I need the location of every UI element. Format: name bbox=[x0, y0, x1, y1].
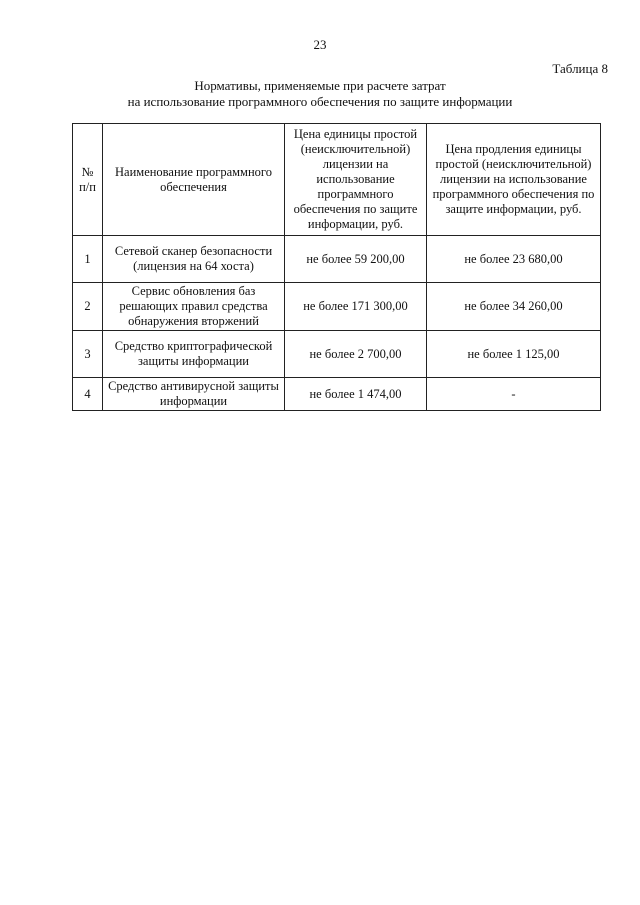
extension-price: не более 23 680,00 bbox=[427, 236, 601, 283]
software-name: Сервис обновления баз решающих правил средства обнаружения вторжений bbox=[103, 283, 285, 331]
column-header-license-price: Цена единицы простой (неисключительной) лицензии на использование программного обеспечения по защите информации, руб. bbox=[285, 124, 427, 236]
extension-price: не более 1 125,00 bbox=[427, 331, 601, 378]
license-price: не более 1 474,00 bbox=[285, 378, 427, 411]
table-row bbox=[73, 236, 601, 283]
norms-table bbox=[72, 123, 601, 411]
table-row bbox=[73, 283, 601, 331]
table-number: Таблица 8 bbox=[552, 61, 608, 76]
license-price: не более 59 200,00 bbox=[285, 236, 427, 283]
extension-price: не более 34 260,00 bbox=[427, 283, 601, 331]
software-name: Средство криптографической защиты информации bbox=[103, 331, 285, 378]
table-title-line-2: на использование программного обеспечения по защите информации bbox=[127, 94, 513, 109]
page-number: 23 bbox=[313, 37, 327, 52]
row-number: 3 bbox=[73, 331, 103, 378]
extension-price: - bbox=[427, 378, 601, 411]
column-header-name: Наименование программного обеспечения bbox=[103, 124, 285, 236]
column-header-extension-price: Цена продления единицы простой (неисключительной) лицензии на использование программного обеспечения по защите информации, руб. bbox=[427, 124, 601, 236]
row-number: 4 bbox=[73, 378, 103, 411]
license-price: не более 171 300,00 bbox=[285, 283, 427, 331]
table-row bbox=[73, 378, 601, 411]
table-header-row bbox=[73, 124, 601, 236]
table-title-line-1: Нормативы, применяемые при расчете затрат bbox=[194, 78, 446, 93]
software-name: Сетевой сканер безопасности (лицензия на 64 хоста) bbox=[103, 236, 285, 283]
table-title bbox=[0, 78, 640, 110]
row-number: 1 bbox=[73, 236, 103, 283]
table-row bbox=[73, 331, 601, 378]
row-number: 2 bbox=[73, 283, 103, 331]
column-header-number: № п/п bbox=[73, 124, 103, 236]
software-name: Средство антивирусной защиты информации bbox=[103, 378, 285, 411]
license-price: не более 2 700,00 bbox=[285, 331, 427, 378]
